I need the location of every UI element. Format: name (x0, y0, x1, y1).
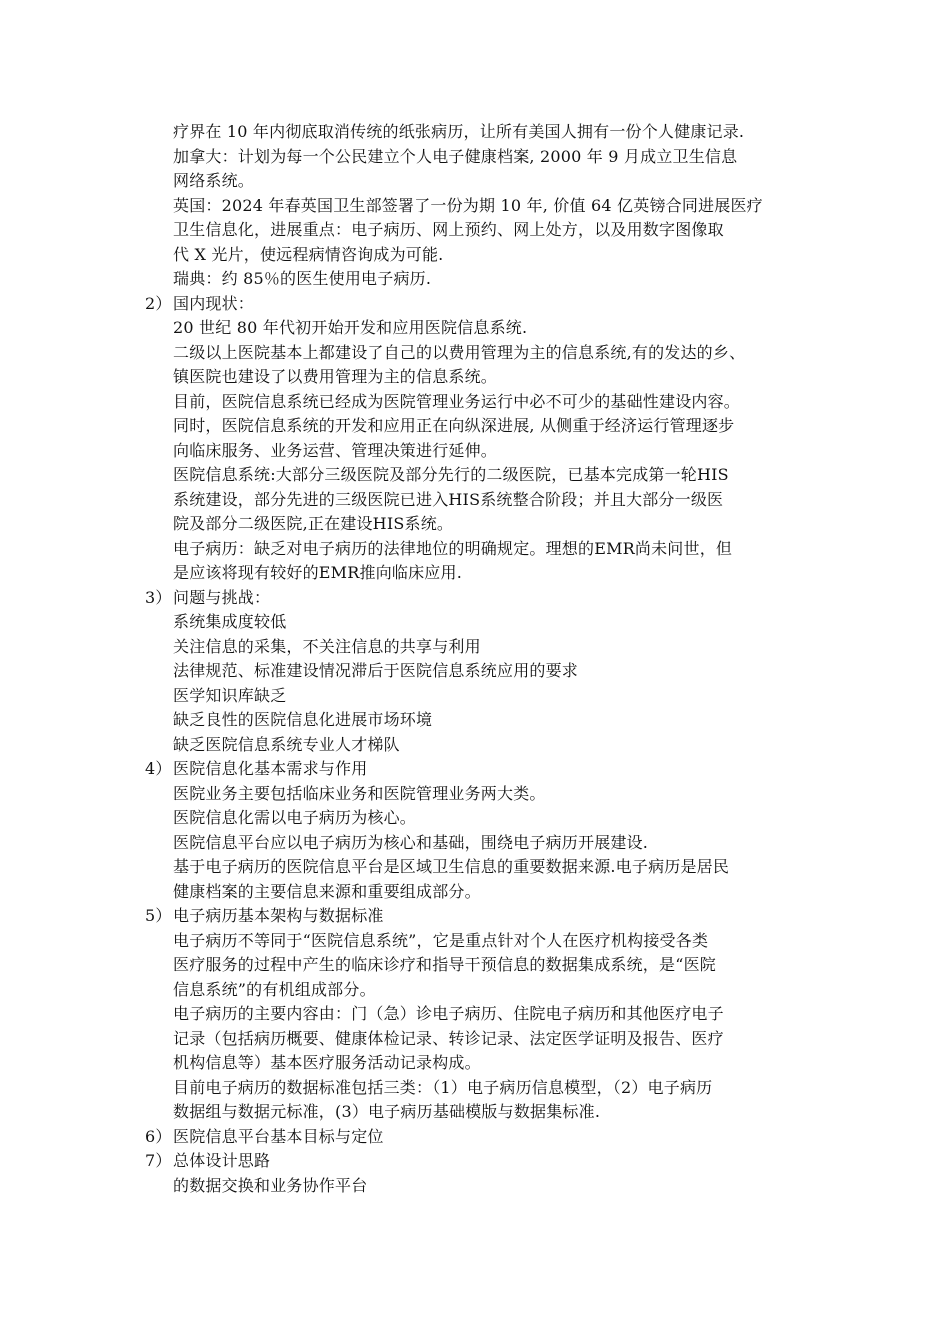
body-line: 向临床服务、业务运营、管理决策进行延伸。 (173, 440, 498, 460)
body-line: 目前电子病历的数据标准包括三类：（1）电子病历信息模型，（2）电子病历 (173, 1077, 713, 1097)
body-line: 医院信息平台应以电子病历为核心和基础，围绕电子病历开展建设. (173, 832, 649, 852)
section-hospital-informatization (0, 757, 950, 904)
body-line: 英国：2024 年春英国卫生部签署了一份为期 10 年, 价值 64 亿英镑合同进展医疗 (173, 195, 763, 215)
section-number: 4） (145, 759, 172, 778)
body-line: 法律规范、标准建设情况滞后于医院信息系统应用的要求 (173, 661, 579, 680)
section-title: 总体设计思路 (173, 1151, 271, 1170)
body-line: 电子病历：缺乏对电子病历的法律地位的明确规定。理想的EMR尚未问世，但 (173, 538, 733, 558)
body-line: 疗界在 10 年内彻底取消传统的纸张病历，让所有美国人拥有一份个人健康记录. (173, 122, 745, 141)
body-line: 卫生信息化，进展重点：电子病历、网上预约、网上处方，以及用数字图像取 (173, 220, 724, 239)
section-heading (0, 1125, 950, 1150)
section-heading (0, 904, 950, 929)
section-heading (0, 586, 950, 611)
body-line: 医疗服务的过程中产生的临床诊疗和指导干预信息的数据集成系统，是“医院 (173, 955, 716, 974)
body-line: 系统建设，部分先进的三级医院已进入HIS系统整合阶段；并且大部分一级医 (173, 489, 724, 509)
body-line: 系统集成度较低 (173, 612, 287, 631)
body-line: 医院信息系统:大部分三级医院及部分先行的二级医院，已基本完成第一轮HIS (173, 465, 729, 484)
section-number: 6） (145, 1126, 172, 1146)
section-title: 电子病历基本架构与数据标准 (173, 906, 384, 925)
body-line: 电子病历的主要内容由：门（急）诊电子病历、住院电子病历和其他医疗电子 (173, 1004, 724, 1023)
section-number: 3） (145, 587, 172, 607)
body-line: 健康档案的主要信息来源和重要组成部分。 (173, 881, 481, 901)
body-line: 记录（包括病历概要、健康体检记录、转诊记录、法定医学证明及报告、医疗 (173, 1028, 724, 1048)
body-line: 机构信息等）基本医疗服务活动记录构成。 (173, 1053, 481, 1072)
section-title: 国内现状： (173, 293, 255, 313)
section-title: 医院信息平台基本目标与定位 (173, 1126, 384, 1146)
body-line: 基于电子病历的医院信息平台是区域卫生信息的重要数据来源.电子病历是居民 (173, 857, 730, 876)
body-line: 代 X 光片，使远程病情咨询成为可能. (173, 244, 444, 264)
section-heading (0, 757, 950, 782)
body-line: 同时，医院信息系统的开发和应用正在向纵深进展, 从侧重于经济运行管理逐步 (173, 416, 735, 435)
body-line: 镇医院也建设了以费用管理为主的信息系统。 (173, 367, 498, 386)
body-line: 二级以上医院基本上都建设了自己的以费用管理为主的信息系统,有的发达的乡、 (173, 342, 746, 362)
body-line: 20 世纪 80 年代初开始开发和应用医院信息系统. (173, 318, 528, 337)
body-line: 信息系统”的有机组成部分。 (173, 979, 376, 999)
section-number: 2） (145, 293, 172, 313)
section-problems-challenges (0, 586, 950, 758)
section-heading (0, 1149, 950, 1174)
body-line: 院及部分二级医院,正在建设HIS系统。 (173, 514, 454, 533)
body-line: 电子病历不等同于“医院信息系统”，它是重点针对个人在医疗机构接受各类 (173, 930, 709, 950)
body-line: 缺乏良性的医院信息化进展市场环境 (173, 710, 433, 729)
body-line: 医院信息化需以电子病历为核心。 (173, 808, 417, 827)
section-domestic-status (0, 292, 950, 586)
section-heading (0, 292, 950, 317)
body-line: 加拿大：计划为每一个公民建立个人电子健康档案, 2000 年 9 月成立卫生信息 (173, 146, 738, 166)
body-line: 关注信息的采集，不关注信息的共享与利用 (173, 636, 481, 656)
section-platform-goals (0, 1125, 950, 1150)
body-line: 是应该将现有较好的EMR推向临床应用. (173, 563, 462, 582)
section-number: 7） (145, 1151, 172, 1170)
body-line: 数据组与数据元标准，(3）电子病历基础模版与数据集标准. (173, 1102, 601, 1121)
section-title: 医院信息化基本需求与作用 (173, 759, 368, 778)
body-line: 医院业务主要包括临床业务和医院管理业务两大类。 (173, 783, 546, 803)
document-page (0, 120, 950, 1198)
section-title: 问题与挑战： (173, 587, 271, 607)
body-line: 的数据交换和业务协作平台 (173, 1175, 368, 1195)
section-design-approach (0, 1149, 950, 1198)
body-line: 网络系统。 (173, 171, 255, 190)
body-line: 瑞典：约 85％的医生使用电子病历. (173, 269, 432, 288)
body-line: 医学知识库缺乏 (173, 685, 287, 705)
section-number: 5） (145, 906, 172, 925)
intl-status-block (0, 120, 950, 292)
body-line: 目前，医院信息系统已经成为医院管理业务运行中必不可少的基础性建设内容。 (173, 391, 741, 411)
section-emr-architecture (0, 904, 950, 1125)
body-line: 缺乏医院信息系统专业人才梯队 (173, 734, 400, 754)
